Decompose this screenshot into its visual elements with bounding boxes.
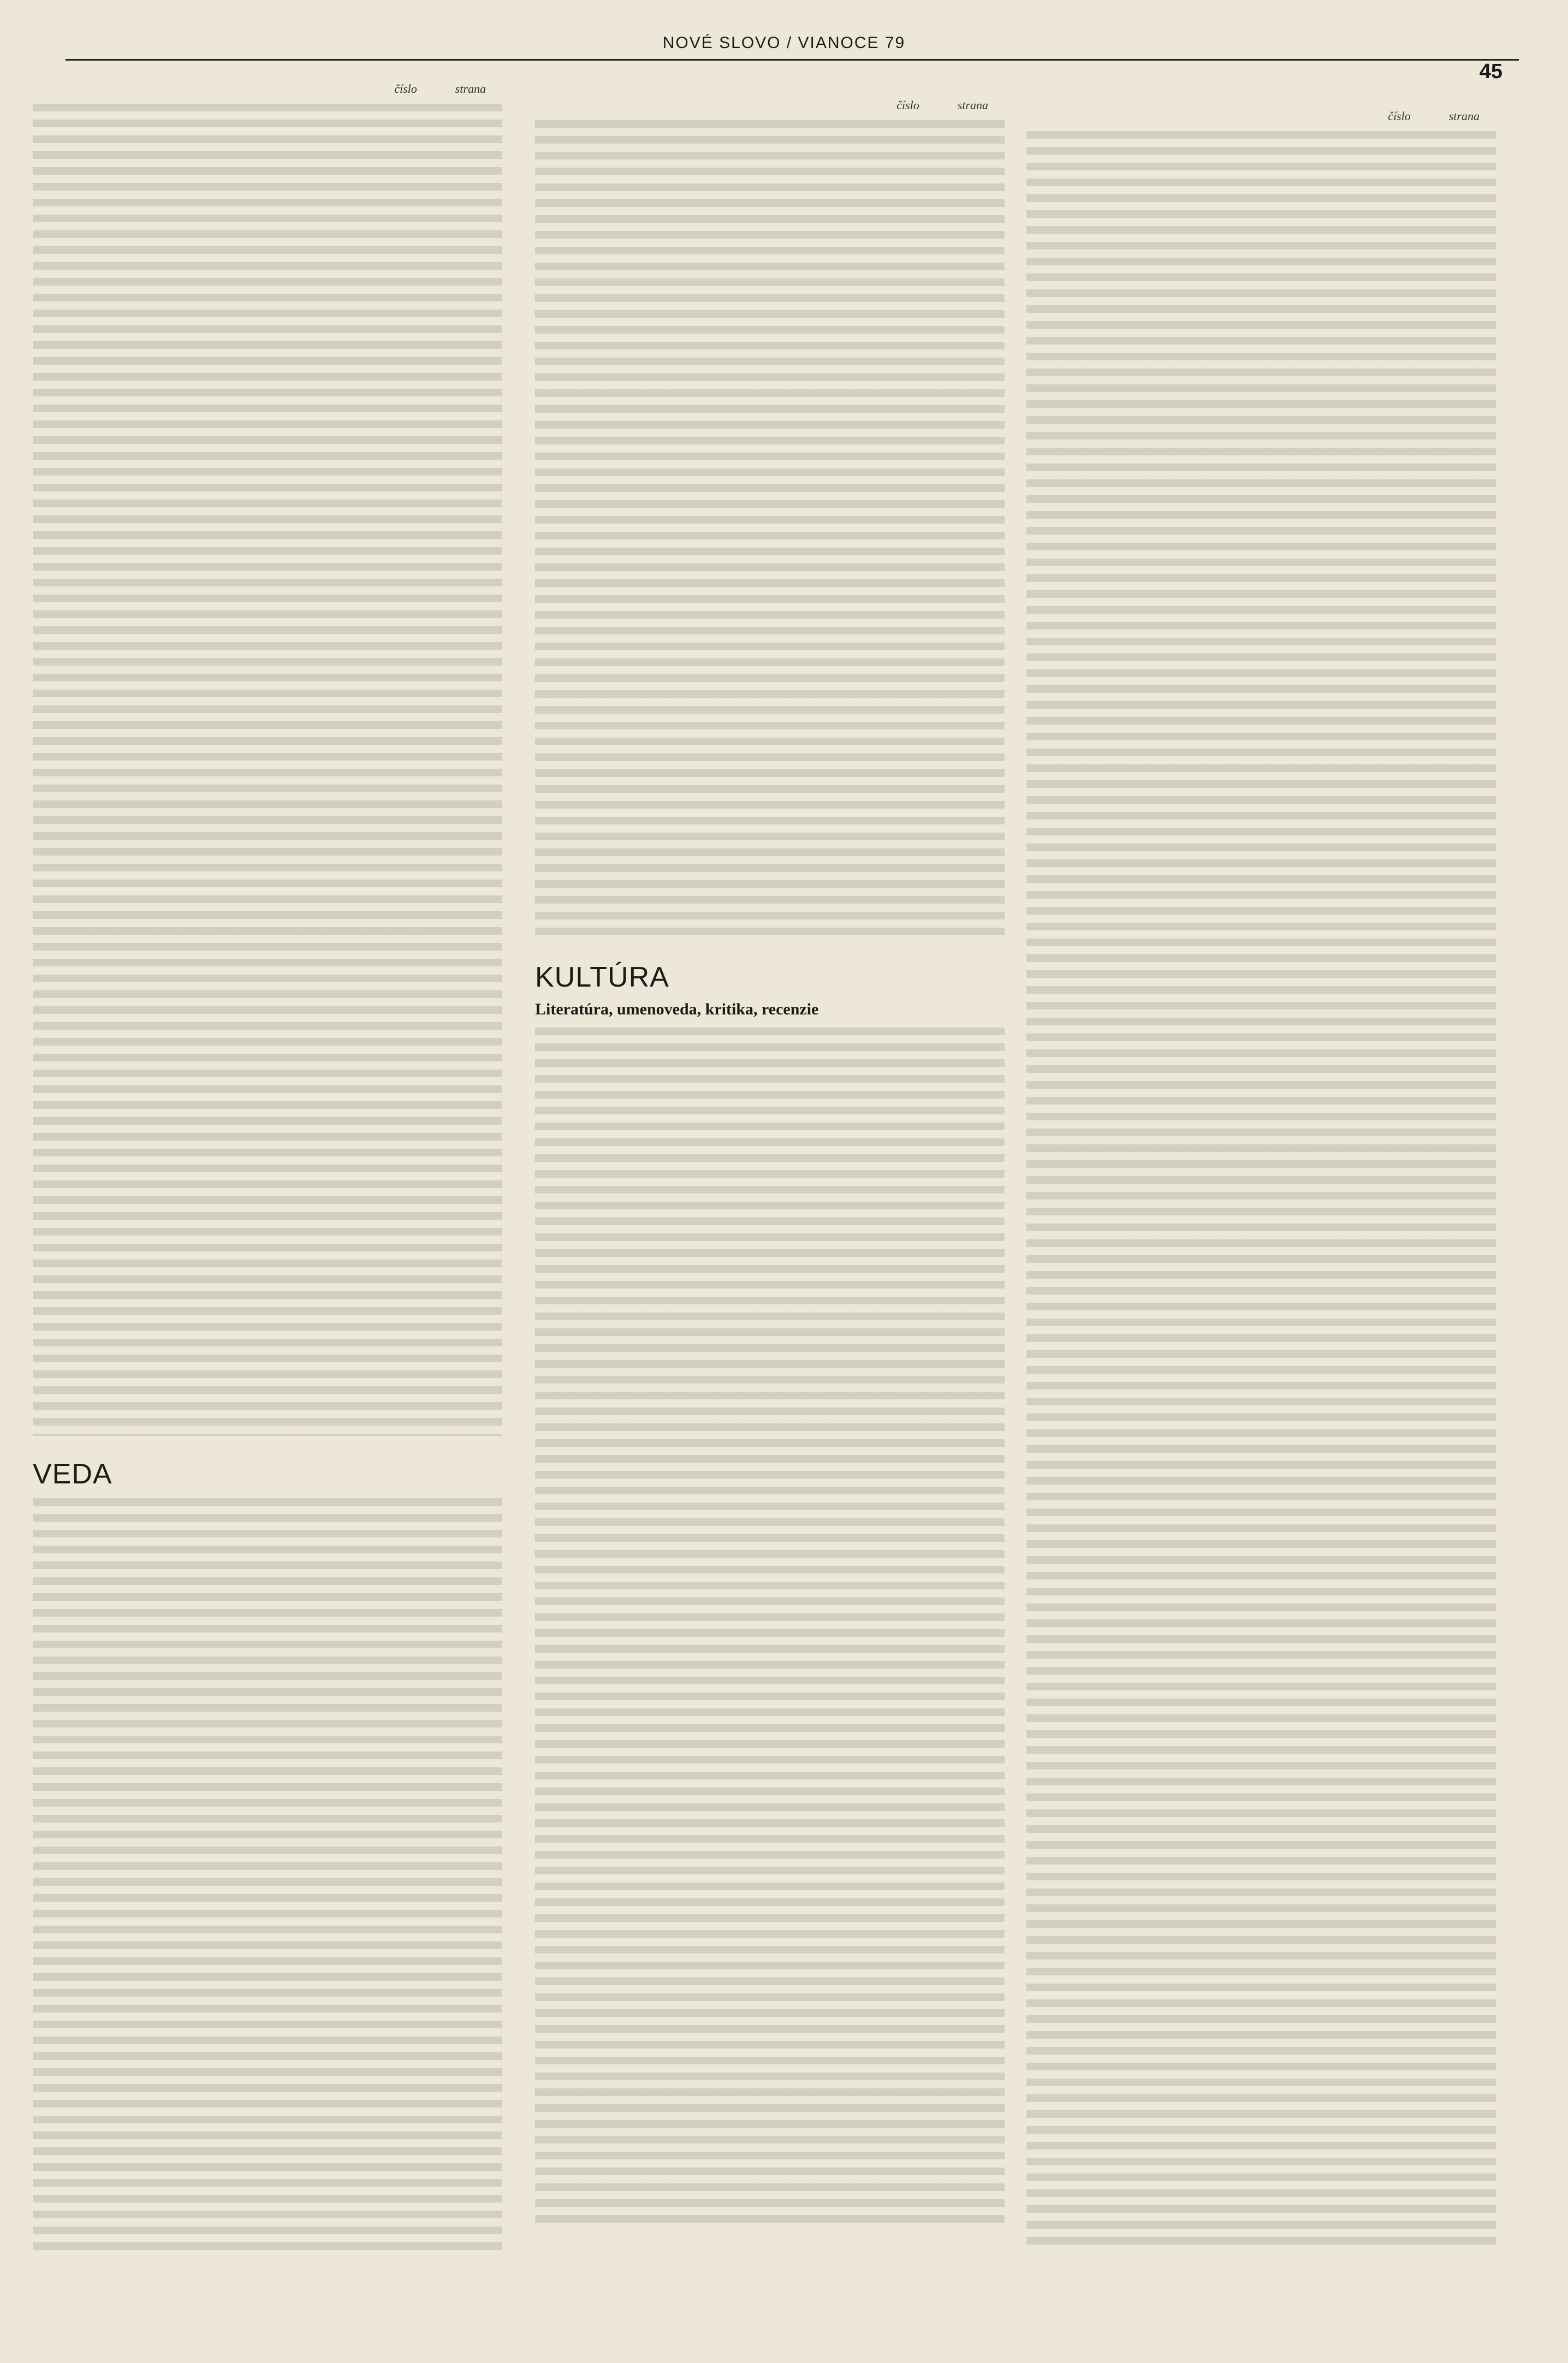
page-column-label: strana xyxy=(1448,109,1480,123)
index-column-right xyxy=(1026,109,1496,2348)
column-header xyxy=(33,82,502,96)
index-entries-placeholder xyxy=(33,1498,502,2252)
running-head: NOVÉ SLOVO / VIANOCE 79 xyxy=(662,34,906,52)
section-title-veda: VEDA xyxy=(33,1458,112,1490)
index-column-left xyxy=(33,82,502,2320)
page-number: 45 xyxy=(1479,60,1502,83)
issue-column-label: číslo xyxy=(896,98,919,112)
section-title-kultura: KULTÚRA xyxy=(535,961,669,993)
index-entries-placeholder xyxy=(1026,131,1496,2249)
page-column-label: strana xyxy=(455,82,486,96)
header-rule xyxy=(66,59,1519,61)
issue-column-label: číslo xyxy=(394,82,417,96)
index-entries-placeholder xyxy=(33,104,502,1436)
index-entries-placeholder xyxy=(535,1028,1005,2229)
index-column-middle xyxy=(535,98,1005,2337)
subsection-title-literatura: Literatúra, umenoveda, kritika, recenzie xyxy=(535,1000,819,1018)
column-header xyxy=(535,98,1005,112)
issue-column-label: číslo xyxy=(1388,109,1411,123)
index-entries-placeholder xyxy=(535,120,1005,939)
column-header xyxy=(1026,109,1496,123)
page-column-label: strana xyxy=(957,98,988,112)
